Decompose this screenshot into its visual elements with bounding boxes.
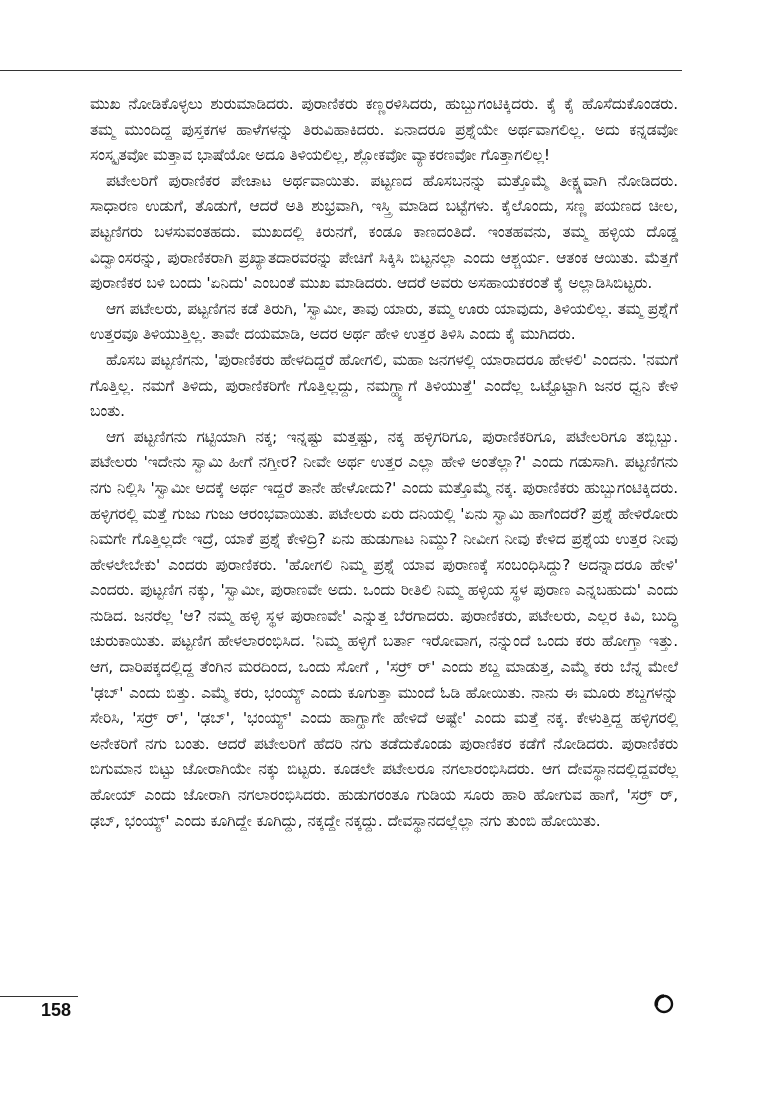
body-text xyxy=(90,92,678,834)
footer-rule xyxy=(0,996,78,997)
header-rule xyxy=(0,70,682,71)
paragraph-5: ಆಗ ಪಟ್ಟಣಿಗನು ಗಟ್ಟಿಯಾಗಿ ನಕ್ಕ; ಇನ್ನಷ್ಟು ಮತ್ತಷ್ಟು, ನಕ್ಕ ಹಳ್ಳಿಗರಿಗೂ, ಪುರಾಣಿಕರಿಗೂ, ಪಟೇಲರಿಗೂ ತಬ್ಬಿಬ್ಬು. ಪಟೇಲರು 'ಇದೇನು ಸ್ವಾಮಿ ಹೀಗೆ ನಗ್ತೀರ? ನೀವೇ ಅರ್ಥ ಉತ್ತರ ಎಲ್ಲಾ ಹೇಳಿ ಅಂತೆಲ್ಲಾ?' ಎಂದು ಗಡುಸಾಗಿ. ಪಟ್ಟಣಿಗನು ನಗು ನಿಲ್ಲಿಸಿ 'ಸ್ವಾಮೀ ಅದಕ್ಕೆ ಅರ್ಥ ಇದ್ದರೆ ತಾನೇ ಹೇಳೋದು?' ಎಂದು ಮತ್ತೊಮ್ಮೆ ನಕ್ಕ. ಪುರಾಣಿಕರು ಹುಬ್ಬುಗಂಟಿಕ್ಕಿದರು. ಹಳ್ಳಿಗರಲ್ಲಿ ಮತ್ತೆ ಗುಜು ಗುಜು ಆರಂಭವಾಯಿತು. ಪಟೇಲರು ಏರು ದನಿಯಲ್ಲಿ 'ಏನು ಸ್ವಾಮಿ ಹಾಗೆಂದರೆ? ಪ್ರಶ್ನೆ ಹೇಳಿರೋರು ನಿಮಗೇ ಗೊತ್ತಿಲ್ಲದೇ ಇದ್ರೆ, ಯಾಕೆ ಪ್ರಶ್ನೆ ಕೇಳಿದ್ರಿ? ಏನು ಹುಡುಗಾಟ ನಿಮ್ದು? ನೀವೀಗ ನೀವು ಕೇಳಿದ ಪ್ರಶ್ನೆಯ ಉತ್ತರ ನೀವು ಹೇಳಲೇಬೇಕು' ಎಂದರು ಪುರಾಣಿಕರು. 'ಹೋಗಲಿ ನಿಮ್ಮ ಪ್ರಶ್ನೆ ಯಾವ ಪುರಾಣಕ್ಕೆ ಸಂಬಂಧಿಸಿದ್ದು? ಅದನ್ನಾದರೂ ಹೇಳಿ' ಎಂದರು. ಪುಟ್ಟಣಿಗ ನಕ್ಕು, 'ಸ್ವಾಮೀ, ಪುರಾಣವೇ ಅದು. ಒಂದು ರೀತಿಲಿ ನಿಮ್ಮ ಹಳ್ಳಿಯ ಸ್ಥಳ ಪುರಾಣ ಎನ್ನಬಹುದು' ಎಂದು ನುಡಿದ. ಜನರೆಲ್ಲ 'ಆ? ನಮ್ಮ ಹಳ್ಳಿ ಸ್ಥಳ ಪುರಾಣವೇ' ಎನ್ನುತ್ತ ಬೆರಗಾದರು. ಪುರಾಣಿಕರು, ಪಟೇಲರು, ಎಲ್ಲರ ಕಿವಿ, ಬುದ್ಧಿ ಚುರುಕಾಯಿತು. ಪಟ್ಟಣಿಗ ಹೇಳಲಾರಂಭಿಸಿದ. 'ನಿಮ್ಮ ಹಳ್ಳಿಗೆ ಬರ್ತಾ ಇರೋವಾಗ, ನನ್ನುಂದೆ ಒಂದು ಕರು ಹೋಗ್ತಾ ಇತ್ತು. ಆಗ, ದಾರಿಪಕ್ಕದಲ್ಲಿದ್ದ ತೆಂಗಿನ ಮರದಿಂದ, ಒಂದು ಸೋಗೆ , 'ಸರ್‍ರ್ ರ್' ಎಂದು ಶಬ್ದ ಮಾಡುತ್ತ, ಎಮ್ಮೆ ಕರು ಬೆನ್ನ ಮೇಲೆ 'ಢಬ್' ಎಂದು ಬಿತ್ತು. ಎಮ್ಮೆ ಕರು, ಭಂಯ್ಯ್ ಎಂದು ಕೂಗುತ್ತಾ ಮುಂದೆ ಓಡಿ ಹೋಯಿತು. ನಾನು ಈ ಮೂರು ಶಬ್ದಗಳನ್ನು ಸೇರಿಸಿ, 'ಸರ್‍ರ್ ರ್', 'ಢಬ್', 'ಭಂಯ್ಯ್' ಎಂದು ಹಾಗ್ಹಾಗೇ ಹೇಳಿದೆ ಅಷ್ಟೇ' ಎಂದು ಮತ್ತೆ ನಕ್ಕ. ಕೇಳುತ್ತಿದ್ದ ಹಳ್ಳಿಗರಲ್ಲಿ ಅನೇಕರಿಗೆ ನಗು ಬಂತು. ಆದರೆ ಪಟೇಲರಿಗೆ ಹೆದರಿ ನಗು ತಡೆದುಕೊಂಡು ಪುರಾಣಿಕರ ಕಡೆಗೆ ನೋಡಿದರು. ಪುರಾಣಿಕರು ಬಿಗುಮಾನ ಬಿಟ್ಟು ಜೋರಾಗಿಯೇ ನಕ್ಕು ಬಿಟ್ಟರು. ಕೂಡಲೇ ಪಟೇಲರೂ ನಗಲಾರಂಭಿಸಿದರು. ಆಗ ದೇವಸ್ಥಾನದಲ್ಲಿದ್ದವರೆಲ್ಲ ಹೋಯ್ ಎಂದು ಜೋರಾಗಿ ನಗಲಾರಂಭಿಸಿದರು. ಹುಡುಗರಂತೂ ಗುಡಿಯ ಸೂರು ಹಾರಿ ಹೋಗುವ ಹಾಗೆ, 'ಸರ್‍ರ್ ರ್, ಢಬ್, ಭಂಯ್ಯ್' ಎಂದು ಕೂಗಿದ್ದೇ ಕೂಗಿದ್ದು, ನಕ್ಕದ್ದೇ ನಕ್ಕದ್ದು. ದೇವಸ್ಥಾನದಲ್ಲೆಲ್ಲಾ ನಗು ತುಂಬಿ ಹೋಯಿತು. xyxy=(90,427,678,830)
paragraph-4: ಹೊಸಬ ಪಟ್ಟಣಿಗನು, 'ಪುರಾಣಿಕರು ಹೇಳದಿದ್ದರೆ ಹೋಗಲಿ, ಮಹಾ ಜನಗಳಲ್ಲಿ ಯಾರಾದರೂ ಹೇಳಲಿ' ಎಂದನು. 'ನಮಗೆ ಗೊತ್ತಿಲ್ಲ. ನಮಗೆ ತಿಳಿದು, ಪುರಾಣಿಕರಿಗೇ ಗೊತ್ತಿಲ್ಲದ್ದು, ನಮಗ್ಹ್ಯಾಗೆ ತಿಳಿಯುತ್ತೆ' ಎಂದೆಲ್ಲ ಒಟ್ಟೊಟ್ಟಾಗಿ ಜನರ ಧ್ವನಿ ಕೇಳಿ ಬಂತು. xyxy=(90,350,678,421)
paragraph-3: ಆಗ ಪಟೇಲರು, ಪಟ್ಟಣಿಗನ ಕಡೆ ತಿರುಗಿ, 'ಸ್ವಾಮೀ, ತಾವು ಯಾರು, ತಮ್ಮ ಊರು ಯಾವುದು, ತಿಳಿಯಲಿಲ್ಲ. ತಮ್ಮ ಪ್ರಶ್ನೆಗೆ ಉತ್ತರವೂ ತಿಳಿಯುತ್ತಿಲ್ಲ. ತಾವೇ ದಯಮಾಡಿ, ಅದರ ಅರ್ಥ ಹೇಳಿ ಉತ್ತರ ತಿಳಿಸಿ ಎಂದು ಕೈ ಮುಗಿದರು. xyxy=(90,299,678,344)
circle-ornament-icon xyxy=(654,994,674,1014)
paragraph-2: ಪಟೇಲರಿಗೆ ಪುರಾಣಿಕರ ಪೇಚಾಟ ಅರ್ಥವಾಯಿತು. ಪಟ್ಟಣದ ಹೊಸಬನನ್ನು ಮತ್ತೊಮ್ಮೆ ತೀಕ್ಷ್ಣವಾಗಿ ನೋಡಿದರು. ಸಾಧಾರಣ ಉಡುಗೆ, ತೊಡುಗೆ, ಆದರೆ ಅತಿ ಶುಭ್ರವಾಗಿ, ಇಸ್ತ್ರಿ ಮಾಡಿದ ಬಟ್ಟೆಗಳು. ಕೈಲೊಂದು, ಸಣ್ಣ ಪಯಣದ ಚೀಲ, ಪಟ್ಟಣಿಗರು ಬಳಸುವಂತಹದು. ಮುಖದಲ್ಲಿ ಕಿರುನಗೆ, ಕಂಡೂ ಕಾಣದಂತಿದೆ. ಇಂತಹವನು, ತಮ್ಮ ಹಳ್ಳಿಯ ದೊಡ್ಡ ವಿದ್ವಾಂಸರನ್ನು, ಪುರಾಣಿಕರಾಗಿ ಪ್ರಖ್ಯಾತದಾರವರನ್ನು ಪೇಚಿಗೆ ಸಿಕ್ಕಿಸಿ ಬಿಟ್ಟನಲ್ಲಾ ಎಂದು ಆಶ್ಚರ್ಯ. ಆತಂಕ ಆಯಿತು. ಮೆತ್ತಗೆ ಪುರಾಣಿಕರ ಬಳಿ ಬಂದು 'ಏನಿದು' ಎಂಬಂತೆ ಮುಖ ಮಾಡಿದರು. ಆದರೆ ಅವರು ಅಸಹಾಯಕರಂತೆ ಕೈ ಅಲ್ಲಾಡಿಸಿಬಿಟ್ಟರು. xyxy=(90,171,678,293)
paragraph-1: ಮುಖ ನೋಡಿಕೊಳ್ಳಲು ಶುರುಮಾಡಿದರು. ಪುರಾಣಿಕರು ಕಣ್ಣರಳಿಸಿದರು, ಹುಬ್ಬುಗಂಟಿಕ್ಕಿದರು. ಕೈ ಕೈ ಹೊಸೆದುಕೊಂಡರು. ತಮ್ಮ ಮುಂದಿದ್ದ ಪುಸ್ತಕಗಳ ಹಾಳೆಗಳನ್ನು ತಿರುವಿಹಾಕಿದರು. ಏನಾದರೂ ಪ್ರಶ್ನೆಯೇ ಅರ್ಥವಾಗಲಿಲ್ಲ. ಅದು ಕನ್ನಡವೋ ಸಂಸ್ಕೃತವೋ ಮತ್ತಾವ ಭಾಷೆಯೋ ಅದೂ ತಿಳಿಯಲಿಲ್ಲ, ಶ್ಲೋಕವೋ ವ್ಯಾಕರಣವೋ ಗೊತ್ತಾಗಲಿಲ್ಲ! xyxy=(90,95,678,165)
page-number: 158 xyxy=(41,1000,72,1020)
